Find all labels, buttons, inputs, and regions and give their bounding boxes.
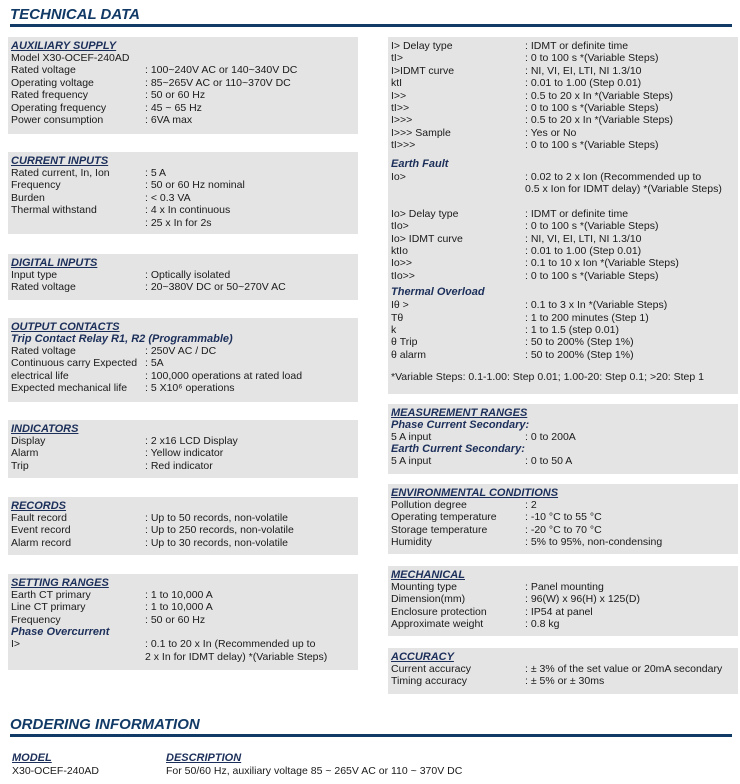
spec-row xyxy=(8,102,358,115)
spec-value: : 50 or 60 Hz xyxy=(145,89,206,102)
spec-label: Event record xyxy=(11,524,71,537)
spec-label: θ Trip xyxy=(391,336,418,349)
spec-row xyxy=(388,511,738,524)
variable-steps-note: *Variable Steps: 0.1-1.00: Step 0.01; 1.00-20: Step 0.1; >20: Step 1 xyxy=(391,371,704,384)
section-title: AUXILIARY SUPPLY xyxy=(11,40,117,52)
spec-row xyxy=(8,382,358,395)
spec-row xyxy=(388,675,738,688)
spec-label: Humidity xyxy=(391,536,432,549)
spec-label: k xyxy=(391,324,397,336)
spec-label: Io> Delay type xyxy=(391,207,459,220)
section-title: ACCURACY xyxy=(391,651,454,663)
spec-label: tIo> xyxy=(391,220,409,233)
spec-row xyxy=(8,167,358,180)
spec-value: : 0 to 100 s *(Variable Steps) xyxy=(525,139,659,152)
ordering-information-title: ORDERING INFORMATION xyxy=(10,716,200,733)
spec-row xyxy=(388,618,738,631)
spec-row xyxy=(388,299,738,312)
spec-label: Operating frequency xyxy=(11,101,107,114)
spec-row xyxy=(8,357,358,370)
spec-value: : Yes or No xyxy=(525,126,577,139)
spec-label: I>>> xyxy=(391,114,413,127)
spec-label: Rated voltage xyxy=(11,64,76,77)
spec-value: : 45 ~ 65 Hz xyxy=(145,101,202,114)
spec-row xyxy=(8,589,358,602)
model-column-header: MODEL xyxy=(12,752,52,764)
spec-row xyxy=(388,324,738,337)
spec-value: : 1 to 10,000 A xyxy=(145,601,213,614)
spec-row xyxy=(8,447,358,460)
spec-row xyxy=(388,102,738,115)
spec-row xyxy=(388,208,738,221)
spec-row xyxy=(388,77,738,90)
model-number: X30-OCEF-240AD xyxy=(12,765,99,777)
spec-row xyxy=(388,336,738,349)
spec-value: : 250V AC / DC xyxy=(145,345,217,357)
output-contacts-section xyxy=(8,318,358,402)
spec-value: : 0 to 100 s *(Variable Steps) xyxy=(525,269,659,282)
measurement-ranges-section xyxy=(388,404,738,474)
spec-value: : 50 or 60 Hz nominal xyxy=(145,179,245,192)
spec-row xyxy=(8,651,358,664)
spec-value: : ± 3% of the set value or 20mA secondary xyxy=(525,663,723,675)
section-subtitle: Trip Contact Relay R1, R2 (Programmable) xyxy=(11,333,233,345)
spec-row xyxy=(388,195,738,208)
spec-value: : 5 A xyxy=(145,167,167,179)
spec-row xyxy=(8,281,358,294)
section-title: ENVIRONMENTAL CONDITIONS xyxy=(391,487,559,499)
spec-value: : NI, VI, EI, LTI, NI 1.3/10 xyxy=(525,64,642,77)
section-subtitle: Phase Overcurrent xyxy=(11,626,110,639)
ordering-underline xyxy=(10,734,732,737)
spec-label: Rated voltage xyxy=(11,345,76,357)
spec-value: : Up to 50 records, non-volatile xyxy=(145,512,288,524)
spec-label: ktIo xyxy=(391,245,408,257)
spec-label: ktI xyxy=(391,77,403,90)
spec-row xyxy=(388,114,738,127)
spec-row xyxy=(388,581,738,594)
spec-label: Continuous carry Expected xyxy=(11,357,138,370)
spec-label: Operating temperature xyxy=(391,511,497,524)
spec-row xyxy=(8,179,358,192)
spec-value: : Red indicator xyxy=(145,459,213,472)
spec-value: : 0.01 to 1.00 (Step 0.01) xyxy=(525,77,642,90)
spec-row xyxy=(388,455,738,468)
thermal-overload-title: Thermal Overload xyxy=(391,286,485,299)
model-description: For 50/60 Hz, auxiliary voltage 85 ~ 265V AC or 110 ~ 370V DC xyxy=(166,765,463,777)
section-subtitle: Earth Current Secondary: xyxy=(391,443,525,456)
spec-row xyxy=(388,270,738,283)
protection-settings-section xyxy=(388,37,738,394)
spec-value: : 50 or 60 Hz xyxy=(145,613,206,626)
spec-label: Dimension(mm) xyxy=(391,593,466,606)
spec-value: : ± 5% or ± 30ms xyxy=(525,675,605,688)
spec-value: : 100,000 operations at rated load xyxy=(145,369,303,382)
spec-value: : 2 x16 LCD Display xyxy=(145,435,238,447)
spec-value: 0.5 x Ion for IDMT delay) *(Variable Steps) xyxy=(525,183,722,195)
spec-row xyxy=(8,217,358,230)
spec-row xyxy=(8,512,358,525)
section-title: MECHANICAL xyxy=(391,569,465,581)
spec-row xyxy=(388,171,738,184)
spec-value: : 2 xyxy=(525,499,537,511)
spec-label: Operating voltage xyxy=(11,76,94,89)
spec-row xyxy=(388,536,738,549)
spec-label: Enclosure protection xyxy=(391,605,487,618)
spec-row xyxy=(8,52,358,65)
spec-row xyxy=(8,192,358,205)
spec-label: Line CT primary xyxy=(11,601,86,614)
spec-value: : Optically isolated xyxy=(145,269,231,281)
section-title: CURRENT INPUTS xyxy=(11,155,109,167)
spec-row xyxy=(388,233,738,246)
spec-label: I> xyxy=(11,638,21,651)
setting-ranges-section xyxy=(8,574,358,670)
spec-value: : 1 to 1.5 (step 0.01) xyxy=(525,324,619,336)
spec-label: Io> IDMT curve xyxy=(391,232,463,245)
spec-row xyxy=(388,183,738,196)
spec-row xyxy=(388,90,738,103)
spec-value: : 0.1 to 20 x In (Recommended up to xyxy=(145,638,316,651)
spec-row xyxy=(8,64,358,77)
spec-row xyxy=(8,114,358,127)
spec-label: Alarm record xyxy=(11,536,72,549)
spec-value: : 0 to 100 s *(Variable Steps) xyxy=(525,220,659,233)
spec-label: Iθ > xyxy=(391,299,409,312)
spec-value: : IDMT or definite time xyxy=(525,207,629,220)
spec-label: I>IDMT curve xyxy=(391,64,455,77)
spec-row xyxy=(388,139,738,152)
heading-underline xyxy=(10,24,732,27)
section-subtitle: Phase Current Secondary: xyxy=(391,419,530,431)
spec-label: Io> xyxy=(391,170,406,183)
spec-label: I>>> Sample xyxy=(391,126,451,139)
spec-row xyxy=(8,435,358,448)
spec-value: : 0 to 100 s *(Variable Steps) xyxy=(525,52,659,65)
spec-value: : NI, VI, EI, LTI, NI 1.3/10 xyxy=(525,232,642,245)
spec-value: : 100~240V AC or 140~340V DC xyxy=(145,64,298,77)
spec-label: tIo>> xyxy=(391,269,415,282)
spec-label: Mounting type xyxy=(391,581,457,593)
section-title: MEASUREMENT RANGES xyxy=(391,407,528,419)
spec-value: : 25 x In for 2s xyxy=(145,216,212,229)
spec-value: : -20 °C to 70 °C xyxy=(525,523,602,536)
spec-row xyxy=(8,89,358,102)
auxiliary-supply-section xyxy=(8,37,358,134)
spec-row xyxy=(8,269,358,282)
spec-value: : 0.01 to 1.00 (Step 0.01) xyxy=(525,245,642,257)
spec-value: : 0.1 to 3 x In *(Variable Steps) xyxy=(525,299,668,312)
spec-label: Current accuracy xyxy=(391,663,471,675)
spec-value: : 50 to 200% (Step 1%) xyxy=(525,336,634,349)
spec-row xyxy=(388,663,738,676)
spec-label: tI>>> xyxy=(391,139,416,152)
spec-label: Trip xyxy=(11,459,29,472)
spec-label: tI> xyxy=(391,52,403,65)
spec-value: : 5 X10⁶ operations xyxy=(145,382,235,395)
spec-value: : -10 °C to 55 °C xyxy=(525,511,602,524)
section-title: INDICATORS xyxy=(11,423,79,435)
spec-label: Io>> xyxy=(391,257,413,270)
spec-row xyxy=(388,40,738,53)
spec-label: Rated frequency xyxy=(11,89,89,102)
spec-value: : 96(W) x 96(H) x 125(D) xyxy=(525,593,640,606)
spec-value: : 85~265V AC or 110~370V DC xyxy=(145,76,291,89)
spec-label: Burden xyxy=(11,191,45,204)
spec-label: 5 A input xyxy=(391,431,432,443)
spec-label: tI>> xyxy=(391,102,410,114)
spec-row xyxy=(8,345,358,358)
spec-value: : 0 to 50 A xyxy=(525,455,573,468)
spec-row xyxy=(388,524,738,537)
spec-value: : 0 to 200A xyxy=(525,431,576,443)
spec-row xyxy=(388,65,738,78)
spec-label: Approximate weight xyxy=(391,618,484,631)
spec-label: Fault record xyxy=(11,512,68,524)
spec-value: : 0.02 to 2 x Ion (Recommended up to xyxy=(525,170,702,183)
spec-label: Tθ xyxy=(391,311,404,324)
spec-row xyxy=(388,431,738,444)
spec-label: Display xyxy=(11,435,46,447)
spec-value: : Panel mounting xyxy=(525,581,604,593)
spec-value: : 0.1 to 10 x Ion *(Variable Steps) xyxy=(525,257,679,270)
mechanical-section xyxy=(388,566,738,636)
spec-label: Pollution degree xyxy=(391,499,467,511)
spec-value: : 1 to 10,000 A xyxy=(145,589,213,601)
spec-row xyxy=(8,537,358,550)
digital-inputs-section xyxy=(8,254,358,300)
spec-row xyxy=(8,460,358,473)
spec-label: I>> xyxy=(391,89,407,102)
spec-value: : 4 x In continuous xyxy=(145,204,231,217)
spec-row xyxy=(8,204,358,217)
spec-label: I> Delay type xyxy=(391,40,453,52)
indicators-section xyxy=(8,420,358,478)
spec-value: : 20~380V DC or 50~270V AC xyxy=(145,281,286,294)
spec-value: : Yellow indicator xyxy=(145,447,224,460)
spec-label: Expected mechanical life xyxy=(11,382,128,395)
spec-label: θ alarm xyxy=(391,348,427,361)
spec-row xyxy=(388,606,738,619)
earth-fault-title: Earth Fault xyxy=(391,157,449,170)
spec-row xyxy=(8,614,358,627)
spec-label: Rated voltage xyxy=(11,281,76,294)
section-title: DIGITAL INPUTS xyxy=(11,257,98,269)
spec-row xyxy=(8,370,358,383)
spec-label: Frequency xyxy=(11,613,61,626)
spec-label: Thermal withstand xyxy=(11,204,97,217)
spec-value: : 0.5 to 20 x In *(Variable Steps) xyxy=(525,89,674,102)
spec-row xyxy=(388,220,738,233)
section-title: SETTING RANGES xyxy=(11,577,109,589)
spec-value: : IDMT or definite time xyxy=(525,40,629,52)
spec-row xyxy=(8,601,358,614)
spec-value: : 5% to 95%, non-condensing xyxy=(525,536,663,549)
spec-label: Input type xyxy=(11,269,58,281)
environmental-conditions-section xyxy=(388,484,738,554)
spec-label: Storage temperature xyxy=(391,523,488,536)
spec-row xyxy=(388,499,738,512)
spec-label: electrical life xyxy=(11,369,69,382)
spec-value: : 0 to 100 s *(Variable Steps) xyxy=(525,102,659,114)
spec-value: : 50 to 200% (Step 1%) xyxy=(525,348,634,361)
spec-label: Timing accuracy xyxy=(391,675,468,688)
spec-label: Power consumption xyxy=(11,114,104,126)
spec-row xyxy=(388,127,738,140)
spec-row xyxy=(388,312,738,325)
spec-row xyxy=(8,77,358,90)
section-title: RECORDS xyxy=(11,500,67,512)
spec-value: : Up to 250 records, non-volatile xyxy=(145,524,294,537)
spec-label: Alarm xyxy=(11,447,39,460)
spec-row xyxy=(388,245,738,258)
spec-label: 5 A input xyxy=(391,455,432,468)
spec-label: Model X30-OCEF-240AD xyxy=(11,52,130,64)
section-title: OUTPUT CONTACTS xyxy=(11,321,120,333)
spec-value: : 1 to 200 minutes (Step 1) xyxy=(525,311,649,324)
records-section xyxy=(8,497,358,555)
spec-value: : IP54 at panel xyxy=(525,605,593,618)
spec-label: Rated current, In, Ion xyxy=(11,167,110,179)
spec-value: 2 x In for IDMT delay) *(Variable Steps) xyxy=(145,650,328,663)
spec-row xyxy=(388,257,738,270)
spec-value: : < 0.3 VA xyxy=(145,191,191,204)
spec-value: : Up to 30 records, non-volatile xyxy=(145,536,288,549)
spec-label: Earth CT primary xyxy=(11,589,91,601)
spec-row xyxy=(388,593,738,606)
spec-row xyxy=(388,52,738,65)
spec-row xyxy=(388,349,738,362)
spec-value: : 6VA max xyxy=(145,114,193,126)
spec-row xyxy=(8,524,358,537)
spec-value: : 0.8 kg xyxy=(525,618,560,631)
spec-label: Frequency xyxy=(11,179,61,192)
spec-row xyxy=(8,638,358,651)
spec-value: : 0.5 to 20 x In *(Variable Steps) xyxy=(525,114,674,127)
description-column-header: DESCRIPTION xyxy=(166,752,242,764)
accuracy-section xyxy=(388,648,738,694)
technical-data-title: TECHNICAL DATA xyxy=(10,6,140,23)
current-inputs-section xyxy=(8,152,358,234)
spec-value: : 5A xyxy=(145,357,164,370)
